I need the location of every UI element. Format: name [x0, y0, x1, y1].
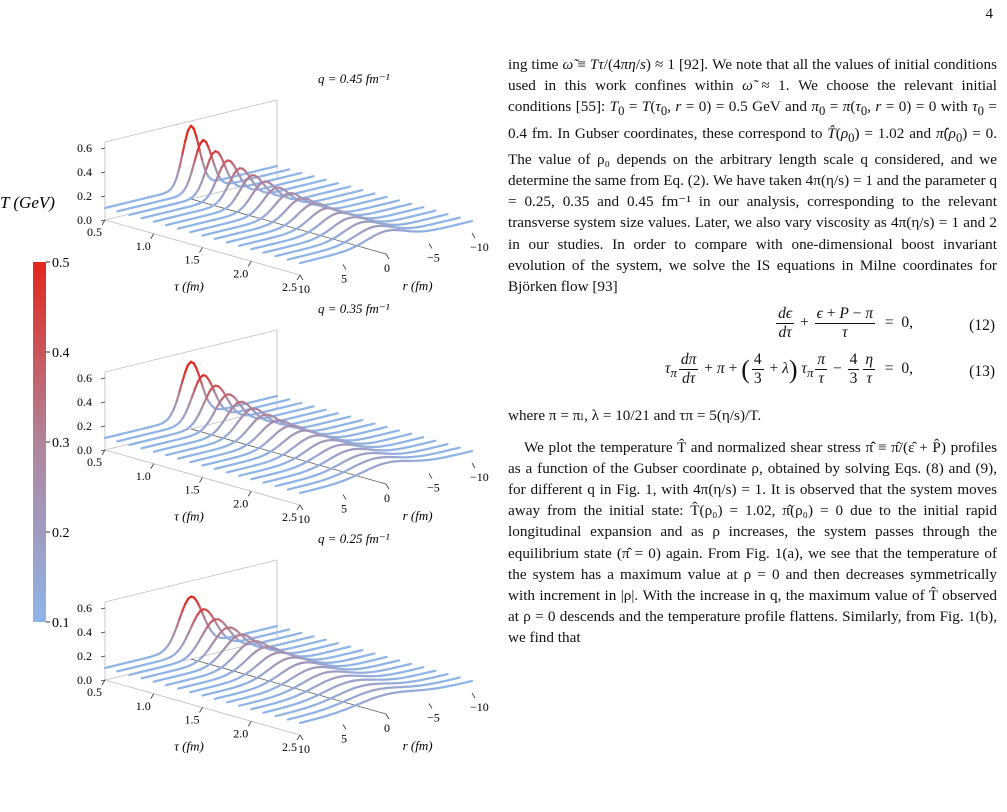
temperature-curve-segment	[384, 657, 387, 658]
temperature-curve-segment	[195, 383, 198, 390]
tau-tick	[297, 505, 300, 510]
r-tick-label: 5	[341, 501, 347, 516]
tau-tick	[200, 708, 203, 713]
tau-tick	[151, 234, 154, 239]
temperature-curve-segment	[311, 176, 314, 177]
r-tick-label: −5	[427, 480, 440, 495]
temperature-curve-segment	[420, 437, 423, 438]
r-tick	[300, 735, 303, 740]
temperature-curve-segment	[203, 162, 206, 171]
tau-tick-label: 1.0	[135, 698, 151, 713]
temperature-curve-segment	[177, 619, 180, 627]
tau-tick-label: 1.5	[184, 712, 200, 727]
axis-box-edge	[105, 100, 277, 142]
temperature-curve-segment	[299, 633, 302, 634]
temperature-curve-segment	[420, 207, 423, 208]
temperature-curve-segment	[174, 627, 177, 634]
tau-tick	[248, 721, 251, 726]
paragraph-1: ing time ω̃ ≡ Tτ/(4πη/s) ≈ 1 [92]. We note that all the values of initial conditions used in this work confines within ω̃ ≈ 1. We choose the relevant initial conditions [55]: $T_0 = T(\tau_0$, r = 0) = 0.5 GeV and $\pi_0 = \pi(\tau_0$, r = 0) = 0 with $\tau_0 = 0.4$ fm. In Gubser coordinates, these correspond to $T̂(\rho_0) = 1.02$ and $\pî(\rho_0) = 0$. The value of ρ₀ depends on the arbitrary length scale q considered, and we determine the same from Eq. (2). We have taken 4π(η/s) = 1 and the parameter q = 0.25, 0.35 and 0.45 fm⁻¹ in our analysis, corresponding to the relevant transverse system size values. Later, we also vary viscosity as 4π(η/s) = 1 and 2 in our studies. In order to compare with one-dimensional boost invariant evolution of the system, we solve the IS equations in Milne coordinates for Björken flow [93]	[508, 56, 997, 296]
temperature-curve-segment	[408, 204, 411, 205]
vertical-tick	[101, 426, 105, 427]
temperature-curve-segment	[445, 214, 448, 215]
colorbar-tick-label: 0.5	[52, 256, 70, 271]
temperature-curve-segment	[457, 448, 460, 449]
temperature-curve-segment	[347, 417, 350, 418]
tau-tick-label: 2.0	[233, 496, 249, 511]
temperature-curve-segment	[433, 671, 436, 672]
temperature-curve-segment	[323, 640, 326, 641]
temperature-curve-segment	[335, 413, 338, 414]
temperature-curve-segment	[185, 130, 188, 141]
temperature-curve-segment	[180, 154, 183, 167]
temperature-curve-segment	[372, 424, 375, 425]
vertical-tick-label: 0.6	[77, 141, 92, 155]
temperature-curve-segment	[201, 176, 204, 184]
tau-axis-label: τ (fm)	[174, 278, 204, 294]
tau-tick	[151, 694, 154, 699]
equation-12: $\frac{d\epsilon}{d\tau}$ + $\frac{\epsilon + P - \pi}{\tau}$ = 0, (12)	[778, 305, 995, 342]
r-tick	[343, 265, 346, 270]
r-tick	[429, 244, 432, 249]
temperature-curve-segment	[433, 211, 436, 212]
temperature-curve-segment	[189, 398, 192, 406]
temperature-curve-segment	[347, 187, 350, 188]
r-tick	[343, 495, 346, 500]
temperature-curve-segment	[359, 190, 362, 191]
temperature-curve-segment	[433, 441, 436, 442]
r-tick-label: 10	[298, 282, 310, 296]
tau-tick-label: 2.0	[233, 726, 249, 741]
temperature-curve-segment	[457, 218, 460, 219]
vertical-tick	[101, 656, 105, 657]
temperature-curve-segment	[408, 434, 411, 435]
temperature-curve-segment	[286, 629, 289, 630]
r-tick-label: −5	[427, 250, 440, 265]
temperature-curve-segment	[194, 129, 197, 138]
temperature-curve-segment	[286, 169, 289, 170]
r-tick	[386, 484, 389, 489]
temperature-curve-segment	[197, 369, 200, 377]
temperature-curve-segment	[182, 604, 185, 611]
temperature-curve-segment	[445, 444, 448, 445]
temperature-curve-segment	[274, 626, 277, 627]
temperature-curve-segment	[372, 654, 375, 655]
temperature-curve-segment	[286, 399, 289, 400]
vertical-tick-label: 0.2	[77, 419, 92, 433]
tau-tick-label: 0.5	[87, 225, 102, 239]
vertical-tick-label: 0.4	[77, 165, 92, 179]
tau-tick-label: 1.0	[135, 468, 151, 483]
tau-tick-label: 2.0	[233, 266, 249, 281]
temperature-curve-segment	[359, 650, 362, 651]
temperature-curve-segment	[274, 396, 277, 397]
tau-tick	[297, 275, 300, 280]
panel-3	[77, 531, 489, 756]
r-tick-label: 5	[341, 271, 347, 286]
temperature-curve-segment	[396, 660, 399, 661]
temperature-curve-segment	[335, 643, 338, 644]
tau-tick-label: 2.5	[282, 740, 297, 754]
r-tick	[300, 275, 303, 280]
paragraph-2: We plot the temperature T̂ and normalized shear stress π̂̂ ≡ π̂/(ε̂ + P̂) profiles as a function of the Gubser coordinate ρ, obtained by solving Eqs. (8) and (9), for different q in Fig. 1, with 4π(η/s) = 1. It is observed that the system moves away from the initial state: T̂(ρ₀) = 1.02, π̂(ρ₀) = 0 due to the initial rapid longitudinal expansion and as ρ increases, the system passes through the equilibrium state (π̂ = 0) again. From Fig. 1(a), we see that the temperature of the system has a maximum value at ρ = 0 and then decreases symmetrically with increment in |ρ|. With the increase in q, the maximum value of T̂ observed at ρ = 0 descends and the temperature profile flattens. Similarly, from Fig. 1(b), we find that	[508, 438, 997, 647]
vertical-tick-label: 0.0	[77, 213, 92, 227]
vertical-tick	[101, 402, 105, 403]
tau-tick-label: 1.5	[184, 482, 200, 497]
vertical-tick-label: 0.4	[77, 625, 92, 639]
tau-tick	[297, 735, 300, 740]
temperature-curve-segment	[299, 403, 302, 404]
temperature-curve-segment	[469, 681, 472, 682]
r-tick	[472, 693, 475, 698]
tau-axis-label: τ (fm)	[174, 508, 204, 524]
temperature-curve-segment	[457, 678, 460, 679]
page-number: 4	[985, 6, 993, 22]
tau-tick	[248, 261, 251, 266]
equation-12-number: (12)	[969, 317, 995, 335]
vertical-tick	[101, 378, 105, 379]
temperature-curve-segment	[215, 166, 218, 174]
temperature-curve-segment	[359, 420, 362, 421]
temperature-curve-segment	[192, 161, 195, 171]
temperature-curve-segment	[299, 173, 302, 174]
r-tick	[472, 233, 475, 238]
temperature-curve-segment	[192, 390, 195, 398]
temperature-curve-segment	[347, 647, 350, 648]
temperature-curve-segment	[311, 406, 314, 407]
vertical-tick-label: 0.2	[77, 189, 92, 203]
colorbar-tick-label: 0.3	[52, 436, 70, 451]
temperature-curve-segment	[396, 200, 399, 201]
temperature-curve-segment	[180, 381, 183, 391]
tau-tick-label: 2.5	[282, 510, 297, 524]
r-tick-label: 0	[384, 721, 390, 735]
r-tick-label: 0	[384, 491, 390, 505]
vertical-tick-label: 0.0	[77, 443, 92, 457]
tau-tick-label: 1.0	[135, 238, 151, 253]
temperature-curve-segment	[323, 410, 326, 411]
panel-q-label: q = 0.25 fm⁻¹	[318, 531, 390, 546]
panel-2	[77, 301, 489, 526]
tau-tick	[248, 491, 251, 496]
r-tick-label: 10	[298, 512, 310, 526]
r-tick-label: 10	[298, 742, 310, 756]
temperature-curve-segment	[445, 674, 448, 675]
temperature-curve-segment	[469, 221, 472, 222]
r-tick-label: 0	[384, 261, 390, 275]
tau-tick-label: 2.5	[282, 280, 297, 294]
tau-tick	[200, 478, 203, 483]
axis-box-edge	[105, 330, 277, 372]
equation-13: $\tau_\pi$ $\frac{d\pi}{d\tau}$ + π + ( $\frac{4}{3}$ + λ) $\tau_\pi$ $\frac{\pi}{\tau}$ − $\frac{4}{3}$ $\frac{\eta}{\tau}$ = 0, (13)	[664, 351, 995, 388]
temperature-curve-segment	[182, 141, 185, 154]
panel-q-label: q = 0.45 fm⁻¹	[318, 71, 390, 86]
r-tick-label: −5	[427, 710, 440, 725]
r-axis-label: r (fm)	[402, 507, 433, 523]
tau-tick	[200, 248, 203, 253]
r-tick	[386, 254, 389, 259]
vertical-tick	[101, 148, 105, 149]
vertical-tick-label: 0.0	[77, 673, 92, 687]
r-tick-label: 5	[341, 731, 347, 746]
temperature-curve-segment	[311, 636, 314, 637]
colorbar-tick-label: 0.2	[52, 526, 70, 541]
temperature-curve-segment	[274, 166, 277, 167]
r-tick	[300, 505, 303, 510]
r-tick	[429, 474, 432, 479]
temperature-curve-segment	[195, 151, 198, 161]
tau-tick	[151, 464, 154, 469]
vertical-tick	[101, 196, 105, 197]
tau-tick-label: 0.5	[87, 455, 102, 469]
colorbar-tick-label: 0.1	[52, 616, 70, 631]
panel-1	[77, 71, 489, 296]
temperature-curve-segment	[189, 172, 192, 181]
temperature-curve-segment	[384, 427, 387, 428]
temperature-curve-segment	[177, 167, 180, 177]
r-axis-label: r (fm)	[402, 277, 433, 293]
equation-13-number: (13)	[969, 363, 995, 381]
r-tick	[386, 714, 389, 719]
r-tick-label: −10	[470, 470, 489, 484]
temperature-curve-segment	[203, 386, 206, 394]
vertical-tick-label: 0.4	[77, 395, 92, 409]
temperature-curve-segment	[420, 667, 423, 668]
r-tick	[429, 704, 432, 709]
temperature-curve-segment	[408, 664, 411, 665]
temperature-curve-segment	[200, 150, 203, 162]
r-tick-label: −10	[470, 240, 489, 254]
temperature-curve-segment	[207, 160, 210, 168]
temperature-curve-segment	[180, 611, 183, 619]
r-axis-label: r (fm)	[402, 737, 433, 753]
colorbar-tick-label: 0.4	[52, 346, 70, 361]
vertical-tick-label: 0.6	[77, 601, 92, 615]
vertical-tick	[101, 172, 105, 173]
paragraph-after-equations: where π = πₗ, λ = 10/21 and τπ = 5(η/s)/T.	[508, 407, 762, 425]
temperature-curve-segment	[384, 197, 387, 198]
r-tick	[343, 725, 346, 730]
colorbar	[33, 262, 46, 622]
figure-3d-temperature	[0, 0, 490, 812]
temperature-curve-segment	[177, 392, 180, 402]
temperature-curve-segment	[174, 401, 177, 409]
vertical-tick	[101, 632, 105, 633]
temperature-curve-segment	[185, 365, 188, 372]
temperature-curve-segment	[212, 157, 215, 166]
vertical-tick	[101, 608, 105, 609]
r-tick-label: −10	[470, 700, 489, 714]
vertical-tick-label: 0.6	[77, 371, 92, 385]
panel-q-label: q = 0.35 fm⁻¹	[318, 301, 390, 316]
temperature-curve-segment	[335, 183, 338, 184]
temperature-curve-segment	[182, 372, 185, 382]
tau-axis-label: τ (fm)	[174, 738, 204, 754]
tau-tick-label: 0.5	[87, 685, 102, 699]
text-column	[508, 54, 997, 810]
tau-tick-label: 1.5	[184, 252, 200, 267]
temperature-curve-segment	[323, 180, 326, 181]
temperature-curve-segment	[372, 194, 375, 195]
vertical-tick-label: 0.2	[77, 649, 92, 663]
temperature-curve-segment	[396, 430, 399, 431]
temperature-curve-segment	[469, 451, 472, 452]
r-tick	[472, 463, 475, 468]
temperature-curve-segment	[174, 178, 177, 185]
colorbar-title: T (GeV)	[0, 193, 55, 212]
